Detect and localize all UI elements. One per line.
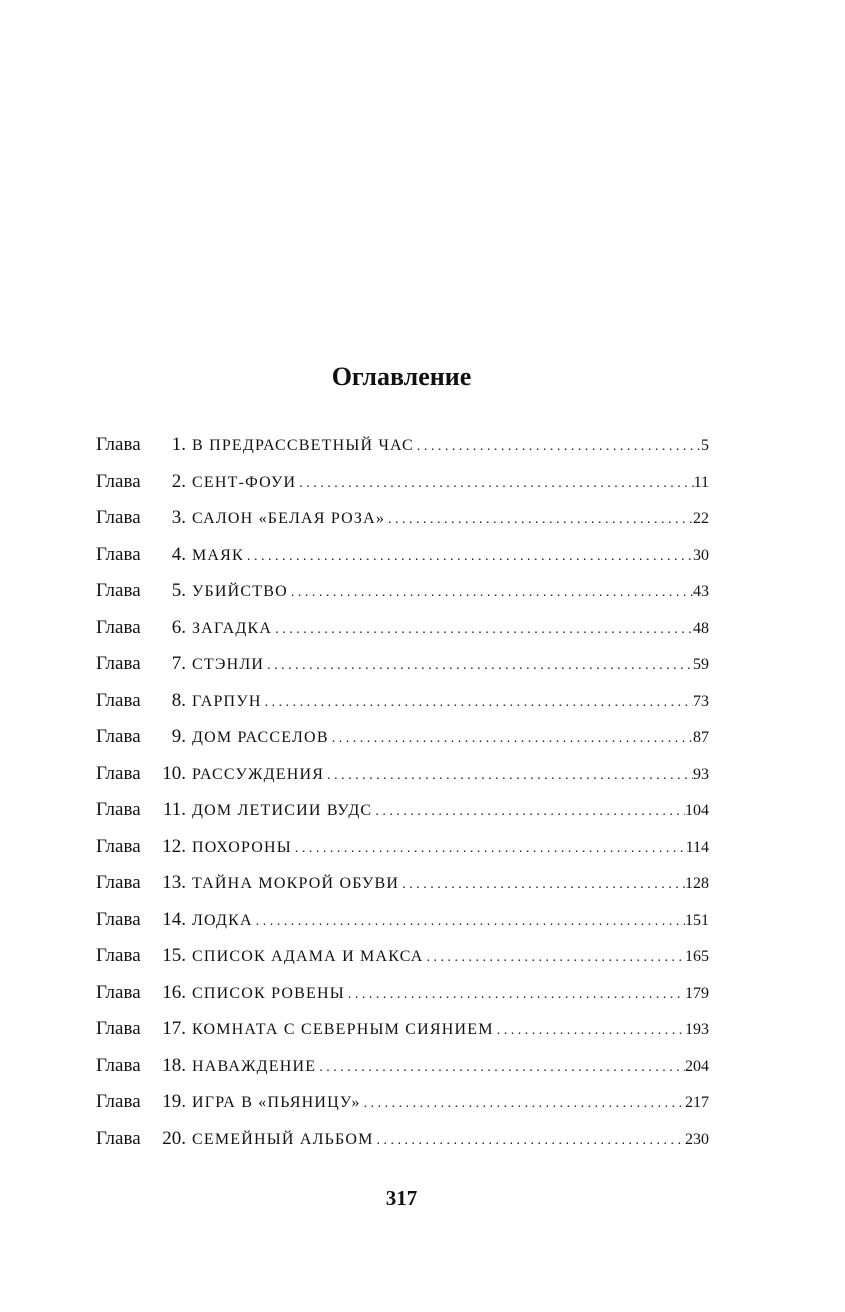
chapter-word: Глава bbox=[96, 908, 141, 930]
dot-leader bbox=[262, 695, 693, 711]
chapter-title: ЛОДКА bbox=[192, 911, 253, 929]
dot-leader bbox=[374, 1133, 685, 1149]
chapter-page: 128 bbox=[685, 875, 709, 892]
chapter-word: Глава bbox=[96, 981, 141, 1003]
chapter-number: 12. bbox=[162, 835, 186, 857]
chapter-word: Глава bbox=[96, 1091, 141, 1112]
chapter-page: 204 bbox=[685, 1057, 709, 1075]
chapter-page: 48 bbox=[693, 619, 709, 637]
chapter-word: Глава bbox=[96, 945, 141, 966]
chapter-title: НАВАЖДЕНИЕ bbox=[192, 1057, 317, 1075]
chapter-page: 151 bbox=[685, 911, 709, 929]
toc-entry bbox=[96, 471, 709, 508]
chapter-word: Глава bbox=[96, 1018, 141, 1039]
chapter-page: 179 bbox=[685, 984, 709, 1002]
toc-entry bbox=[96, 617, 709, 654]
page-title: Оглавление bbox=[331, 362, 472, 391]
dot-leader bbox=[296, 476, 693, 492]
toc-entry bbox=[96, 1091, 709, 1128]
chapter-title: РАССУЖДЕНИЯ bbox=[192, 765, 325, 783]
chapter-title: СЕМЕЙНЫЙ АЛЬБОМ bbox=[192, 1130, 374, 1148]
chapter-word: Глава bbox=[96, 470, 141, 492]
chapter-page: 11 bbox=[693, 473, 709, 491]
toc-entry bbox=[96, 1018, 709, 1055]
chapter-number: 14. bbox=[162, 908, 186, 930]
toc-entry bbox=[96, 1055, 709, 1092]
chapter-number: 3. bbox=[171, 507, 186, 528]
chapter-word: Глава bbox=[96, 726, 141, 747]
chapter-word: Глава bbox=[96, 762, 141, 784]
dot-leader bbox=[253, 914, 685, 930]
dot-leader bbox=[324, 768, 693, 784]
chapter-word: Глава bbox=[96, 799, 141, 820]
chapter-page: 22 bbox=[693, 510, 709, 527]
chapter-title: В ПРЕДРАССВЕТНЫЙ ЧАС bbox=[192, 437, 414, 454]
chapter-number: 18. bbox=[162, 1054, 186, 1076]
dot-leader bbox=[288, 585, 693, 601]
toc-entry bbox=[96, 726, 709, 763]
chapter-title: СЕНТ-ФОУИ bbox=[192, 473, 297, 491]
toc-entry bbox=[96, 1128, 709, 1165]
chapter-number: 10. bbox=[162, 762, 186, 784]
chapter-number: 6. bbox=[171, 616, 186, 638]
chapter-page: 165 bbox=[685, 948, 709, 965]
chapter-number: 11. bbox=[162, 799, 186, 820]
chapter-title: УБИЙСТВО bbox=[192, 583, 288, 600]
dot-leader bbox=[372, 804, 685, 820]
chapter-word: Глава bbox=[96, 580, 141, 601]
toc-entry bbox=[96, 544, 709, 581]
chapter-number: 4. bbox=[171, 543, 186, 565]
dot-leader bbox=[264, 658, 693, 674]
chapter-word: Глава bbox=[96, 1127, 141, 1149]
chapter-number: 8. bbox=[171, 689, 186, 711]
chapter-word: Глава bbox=[96, 872, 141, 893]
chapter-number: 20. bbox=[162, 1127, 186, 1149]
chapter-title: ДОМ ЛЕТИСИИ ВУДС bbox=[192, 802, 373, 819]
chapter-word: Глава bbox=[96, 616, 141, 638]
toc-entry bbox=[96, 945, 709, 982]
toc-entry bbox=[96, 982, 709, 1019]
chapter-page: 87 bbox=[693, 729, 709, 746]
chapter-word: Глава bbox=[96, 1054, 141, 1076]
dot-leader bbox=[345, 987, 685, 1003]
chapter-word: Глава bbox=[96, 689, 141, 711]
chapter-page: 30 bbox=[693, 546, 709, 564]
chapter-word: Глава bbox=[96, 835, 141, 857]
dot-leader bbox=[272, 622, 693, 638]
chapter-number: 16. bbox=[162, 981, 186, 1003]
chapter-number: 2. bbox=[171, 470, 186, 492]
page-number: 317 bbox=[385, 1186, 418, 1210]
toc-entry bbox=[96, 909, 709, 946]
chapter-title: ГАРПУН bbox=[192, 692, 262, 710]
toc-entry bbox=[96, 434, 709, 471]
chapter-number: 15. bbox=[162, 945, 186, 966]
dot-leader bbox=[494, 1023, 685, 1039]
chapter-title: САЛОН «БЕЛАЯ РОЗА» bbox=[192, 510, 386, 527]
chapter-title: СПИСОК АДАМА И МАКСА bbox=[192, 948, 424, 965]
toc-entry bbox=[96, 507, 709, 544]
dot-leader bbox=[414, 439, 701, 455]
toc-entry bbox=[96, 690, 709, 727]
dot-leader bbox=[329, 731, 693, 747]
chapter-page: 73 bbox=[693, 692, 709, 710]
toc-entry bbox=[96, 872, 709, 909]
chapter-number: 7. bbox=[171, 653, 186, 674]
dot-leader bbox=[424, 950, 685, 966]
chapter-title: ТАЙНА МОКРОЙ ОБУВИ bbox=[192, 875, 400, 892]
chapter-title: ЗАГАДКА bbox=[192, 619, 273, 637]
chapter-page: 217 bbox=[685, 1094, 709, 1111]
toc-entry bbox=[96, 580, 709, 617]
dot-leader bbox=[361, 1096, 685, 1112]
chapter-page: 230 bbox=[685, 1130, 709, 1148]
chapter-number: 17. bbox=[162, 1018, 186, 1039]
chapter-word: Глава bbox=[96, 543, 141, 565]
chapter-title: ИГРА В «ПЬЯНИЦУ» bbox=[192, 1094, 361, 1111]
chapter-title: МАЯК bbox=[192, 546, 244, 564]
chapter-page: 93 bbox=[693, 765, 709, 783]
chapter-number: 13. bbox=[162, 872, 186, 893]
dot-leader bbox=[399, 877, 685, 893]
toc-entry bbox=[96, 763, 709, 800]
toc-entry bbox=[96, 836, 709, 873]
chapter-page: 114 bbox=[685, 838, 709, 856]
dot-leader bbox=[316, 1060, 685, 1076]
toc-entry bbox=[96, 799, 709, 836]
chapter-word: Глава bbox=[96, 434, 141, 455]
chapter-word: Глава bbox=[96, 653, 141, 674]
toc-entry bbox=[96, 653, 709, 690]
dot-leader bbox=[292, 841, 686, 857]
chapter-title: КОМНАТА С СЕВЕРНЫМ СИЯНИЕМ bbox=[192, 1021, 494, 1038]
chapter-number: 9. bbox=[171, 726, 186, 747]
chapter-number: 5. bbox=[171, 580, 186, 601]
chapter-page: 43 bbox=[693, 583, 709, 600]
chapter-title: ПОХОРОНЫ bbox=[192, 838, 292, 856]
chapter-number: 1. bbox=[171, 434, 186, 455]
dot-leader bbox=[385, 512, 693, 528]
chapter-page: 59 bbox=[693, 656, 709, 673]
chapter-title: ДОМ РАССЕЛОВ bbox=[192, 729, 329, 746]
chapter-number: 19. bbox=[162, 1091, 186, 1112]
table-of-contents bbox=[96, 434, 709, 1164]
chapter-title: СПИСОК РОВЕНЫ bbox=[192, 984, 345, 1002]
chapter-page: 104 bbox=[685, 802, 709, 819]
chapter-word: Глава bbox=[96, 507, 141, 528]
dot-leader bbox=[244, 549, 693, 565]
chapter-title: СТЭНЛИ bbox=[192, 656, 265, 673]
chapter-page: 5 bbox=[701, 437, 709, 454]
chapter-page: 193 bbox=[685, 1021, 709, 1038]
